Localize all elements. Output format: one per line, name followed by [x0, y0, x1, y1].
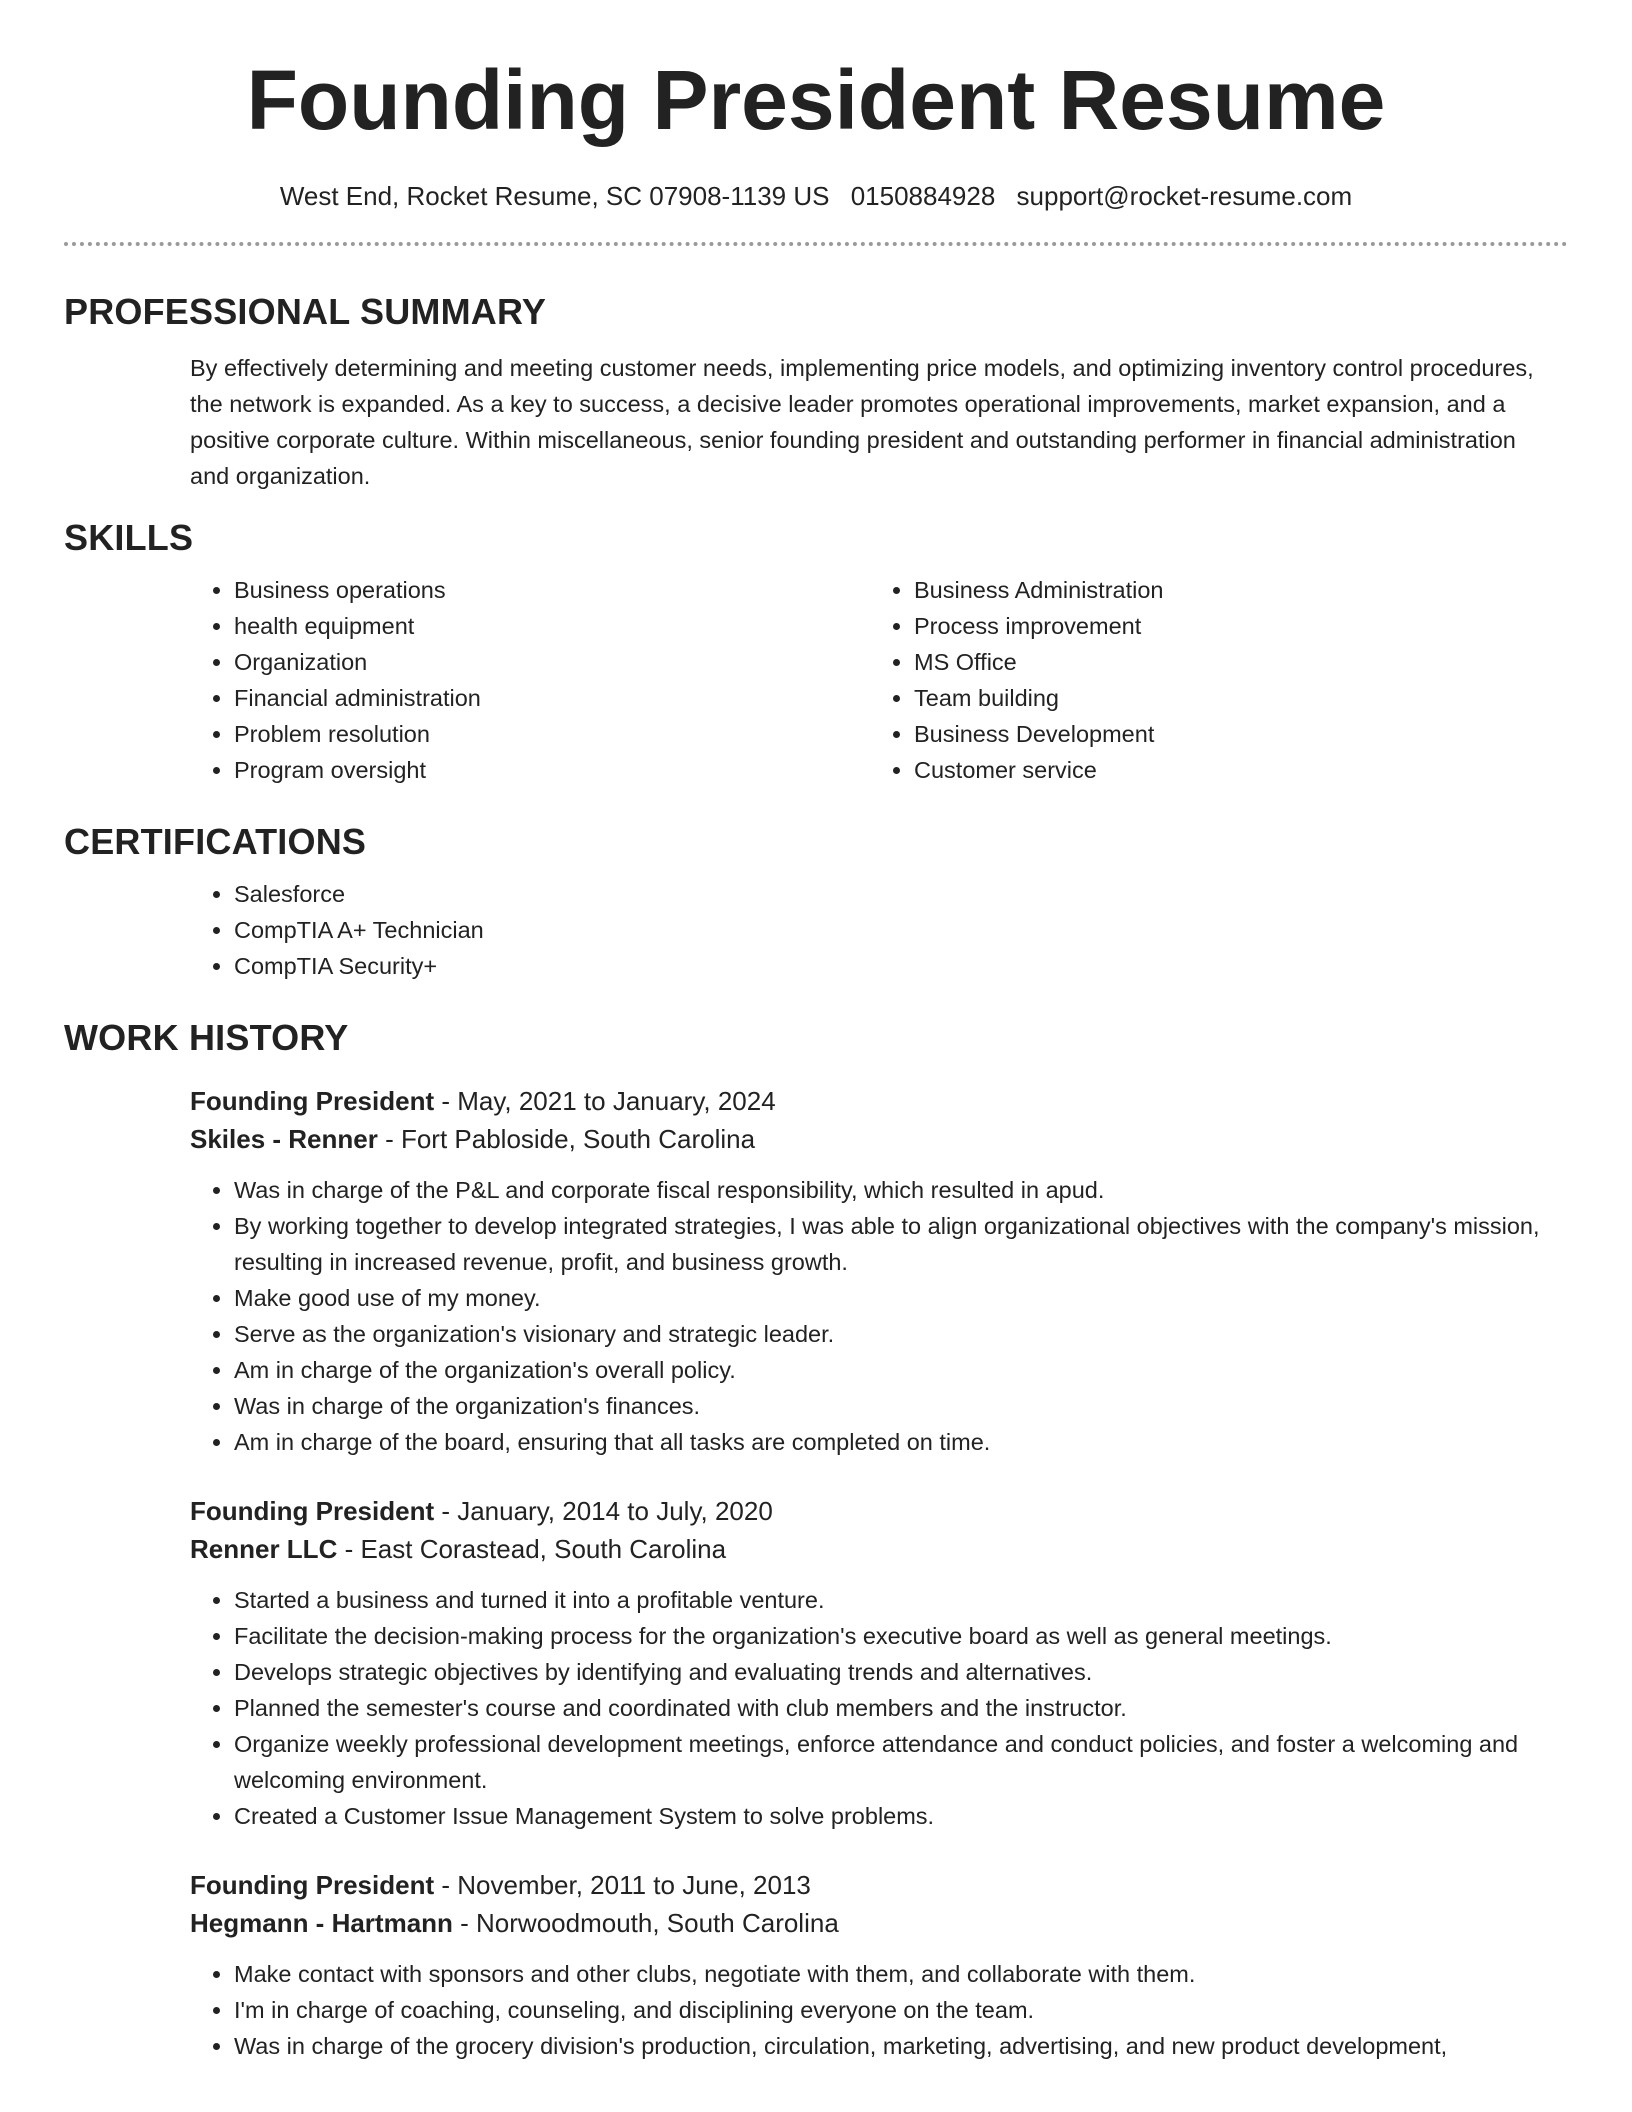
resume-title: Founding President Resume — [246, 53, 1386, 147]
job-duty: • By working together to develop integrated strategies, I was able to align organizational objectives with the company's mission, resulting in increased revenue, profit, and business growth. — [234, 1208, 1568, 1280]
work-history-heading: WORK HISTORY — [64, 1017, 349, 1058]
job-entry — [190, 1082, 1568, 1460]
skill-item: • MS Office — [914, 644, 1550, 680]
skill-item: • Financial administration — [234, 680, 870, 716]
summary-heading: PROFESSIONAL SUMMARY — [64, 291, 547, 332]
job-role: Founding President — [190, 1086, 435, 1116]
job-duty: • Make good use of my money. — [234, 1280, 1568, 1316]
job-company: Skiles - Renner — [190, 1124, 378, 1154]
job-duty: • Develops strategic objectives by identifying and evaluating trends and alternatives. — [234, 1654, 1568, 1690]
job-company-line — [190, 1120, 1568, 1158]
job-title-line — [190, 1082, 1568, 1120]
job-company-line — [190, 1530, 1568, 1568]
job-duties — [190, 1582, 1568, 1834]
job-duty: • Am in charge of the board, ensuring that all tasks are completed on time. — [234, 1424, 1568, 1460]
job-title-line — [190, 1492, 1568, 1530]
job-dates: - May, 2021 to January, 2024 — [434, 1086, 776, 1116]
job-entry — [190, 1866, 1568, 2064]
job-duty: • Was in charge of the P&L and corporate fiscal responsibility, which resulted in apud. — [234, 1172, 1568, 1208]
job-company: Renner LLC — [190, 1534, 338, 1564]
job-title-line — [190, 1866, 1568, 1904]
job-duty: • Was in charge of the organization's finances. — [234, 1388, 1568, 1424]
summary-text: By effectively determining and meeting customer needs, implementing price models, and optimizing inventory control procedures, the network is expanded. As a key to success, a decisive leader promotes operational improvements, market expansion, and a positive corporate culture. Within miscellaneous, senior founding president and outstanding performer in financial administration and organization. — [190, 355, 1534, 489]
skills-heading: SKILLS — [64, 517, 194, 558]
contact-phone: 0150884928 — [850, 181, 996, 211]
job-duty: • Serve as the organization's visionary and strategic leader. — [234, 1316, 1568, 1352]
job-duties — [190, 1956, 1568, 2064]
skill-item: • Process improvement — [914, 608, 1550, 644]
header-divider — [64, 242, 1568, 246]
job-role: Founding President — [190, 1870, 435, 1900]
skill-item: • Business Administration — [914, 572, 1550, 608]
skills-column-right — [870, 572, 1550, 788]
skill-item: • Program oversight — [234, 752, 870, 788]
job-duty: • Organize weekly professional development meetings, enforce attendance and conduct policies, and foster a welcoming and welcoming environment. — [234, 1726, 1568, 1798]
skills-column-left — [190, 572, 870, 788]
skill-item: • Team building — [914, 680, 1550, 716]
job-duty: • Make contact with sponsors and other clubs, negotiate with them, and collaborate with them. — [234, 1956, 1568, 1992]
certifications-list — [190, 876, 1568, 984]
skills-list — [190, 572, 1568, 788]
contact-address: West End, Rocket Resume, SC 07908-1139 US — [279, 181, 830, 211]
resume-page — [64, 0, 1568, 2064]
certification-item: • CompTIA A+ Technician — [234, 912, 1568, 948]
job-dates: - November, 2011 to June, 2013 — [434, 1870, 811, 1900]
certification-item: • Salesforce — [234, 876, 1568, 912]
contact-email[interactable]: support@rocket-resume.com — [1016, 181, 1353, 211]
skill-item: • health equipment — [234, 608, 870, 644]
job-duty: • Was in charge of the grocery division's production, circulation, marketing, advertising, and new product development, — [234, 2028, 1568, 2064]
skill-item: • Business operations — [234, 572, 870, 608]
job-duty: • I'm in charge of coaching, counseling, and disciplining everyone on the team. — [234, 1992, 1568, 2028]
job-duties — [190, 1172, 1568, 1460]
job-duty: • Facilitate the decision-making process for the organization's executive board as well as general meetings. — [234, 1618, 1568, 1654]
skill-item: • Customer service — [914, 752, 1550, 788]
job-duty: • Created a Customer Issue Management System to solve problems. — [234, 1798, 1568, 1834]
job-location: - Norwoodmouth, South Carolina — [452, 1908, 839, 1938]
skill-item: • Business Development — [914, 716, 1550, 752]
job-duty: • Started a business and turned it into a profitable venture. — [234, 1582, 1568, 1618]
job-dates: - January, 2014 to July, 2020 — [434, 1496, 773, 1526]
job-company-line — [190, 1904, 1568, 1942]
contact-info — [64, 180, 1568, 212]
skill-item: • Organization — [234, 644, 870, 680]
job-duty: • Planned the semester's course and coordinated with club members and the instructor. — [234, 1690, 1568, 1726]
job-location: - Fort Pabloside, South Carolina — [377, 1124, 756, 1154]
certification-item: • CompTIA Security+ — [234, 948, 1568, 984]
skill-item: • Problem resolution — [234, 716, 870, 752]
job-duty: • Am in charge of the organization's overall policy. — [234, 1352, 1568, 1388]
certifications-heading: CERTIFICATIONS — [64, 821, 367, 862]
job-location: - East Corastead, South Carolina — [337, 1534, 727, 1564]
job-entry — [190, 1492, 1568, 1834]
job-role: Founding President — [190, 1496, 435, 1526]
job-company: Hegmann - Hartmann — [190, 1908, 453, 1938]
